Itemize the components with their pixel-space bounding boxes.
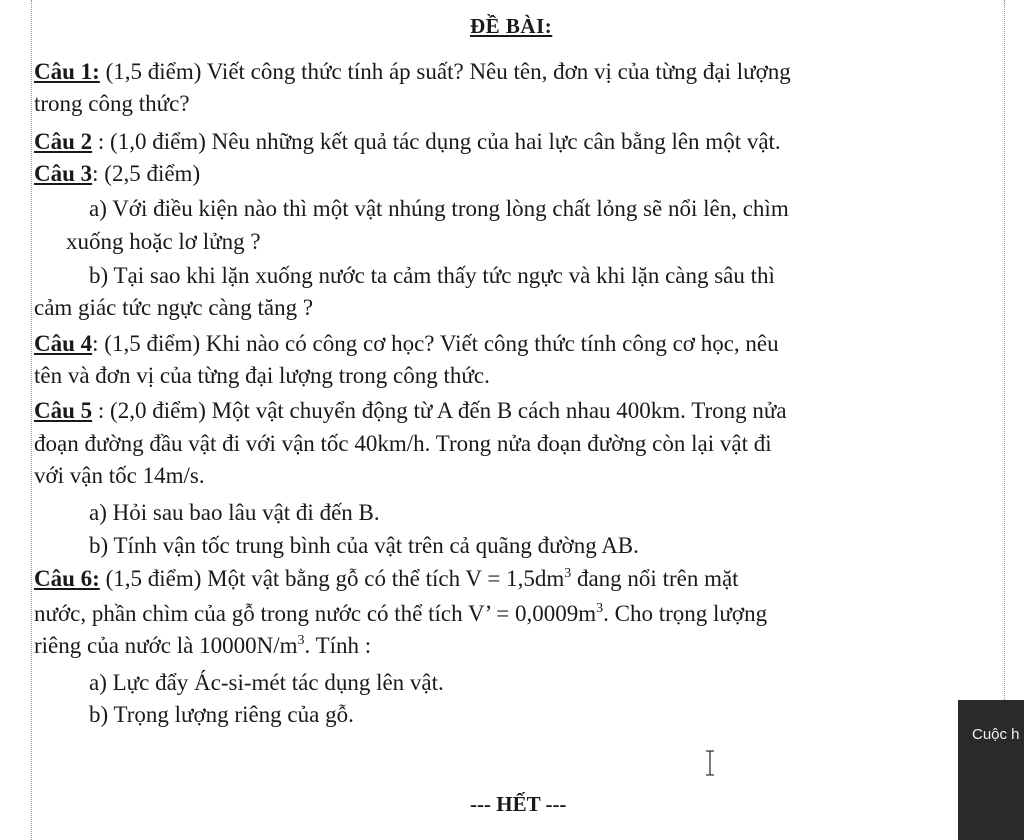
question-5a: a) Hỏi sau bao lâu vật đi đến B.: [89, 500, 380, 525]
question-6-label: Câu 6:: [34, 566, 100, 591]
question-6a: a) Lực đẩy Ác-si-mét tác dụng lên vật.: [89, 670, 444, 695]
call-panel[interactable]: [958, 700, 1024, 840]
question-2-line-1: Câu 2 : (1,0 điểm) Nêu những kết quả tác dụng của hai lực cân bằng lên một vật.: [34, 129, 781, 154]
question-3-label: Câu 3: [34, 161, 93, 186]
question-1-line-1: Câu 1: (1,5 điểm) Viết công thức tính áp suất? Nêu tên, đơn vị của từng đại lượng: [34, 59, 791, 84]
question-3-line-1: Câu 3: (2,5 điểm): [34, 161, 201, 186]
question-4-line-1: Câu 4: (1,5 điểm) Khi nào có công cơ học? Viết công thức tính công cơ học, nêu: [34, 331, 779, 356]
question-5-line-3: với vận tốc 14m/s.: [34, 463, 205, 488]
question-6-line-1: Câu 6: (1,5 điểm) Một vật bằng gỗ có thể tích $V = 1,5dm^3$ đang nổi trên mặt: [34, 566, 739, 591]
question-6-line-2: nước, phần chìm của gỗ trong nước có thể tích V’ = $0,0009m^3$. Cho trọng lượng: [34, 601, 768, 626]
question-6b: b) Trọng lượng riêng của gỗ.: [89, 702, 354, 727]
question-2-label: Câu 2: [34, 129, 93, 154]
text-cursor-icon: [703, 750, 717, 776]
question-6-line-3: riêng của nước là $10000N/m^3$. Tính :: [34, 633, 372, 658]
question-5-label: Câu 5: [34, 398, 93, 423]
question-5-line-2: đoạn đường đầu vật đi với vận tốc 40km/h. Trong nửa đoạn đường còn lại vật đi: [34, 431, 772, 456]
question-3a-line-1: a) Với điều kiện nào thì một vật nhúng trong lòng chất lỏng sẽ nổi lên, chìm: [89, 196, 789, 221]
call-label[interactable]: Cuộc h: [972, 726, 1020, 743]
page-margin-left: [31, 0, 33, 840]
question-3b-line-2: cảm giác tức ngực càng tăng ?: [34, 295, 314, 320]
question-4-line-2: tên và đơn vị của từng đại lượng trong công thức.: [34, 363, 490, 388]
question-1-label: Câu 1:: [34, 59, 100, 84]
page-margin-right: [1004, 0, 1006, 720]
question-4-label: Câu 4: [34, 331, 93, 356]
question-3a-line-2: xuống hoặc lơ lửng ?: [66, 229, 261, 254]
question-1-line-2: trong công thức?: [34, 91, 190, 116]
question-3b-line-1: b) Tại sao khi lặn xuống nước ta cảm thấy tức ngực và khi lặn càng sâu thì: [89, 263, 775, 288]
question-5-line-1: Câu 5 : (2,0 điểm) Một vật chuyển động từ A đến B cách nhau 400km. Trong nửa: [34, 398, 787, 423]
end-marker: --- HẾT ---: [470, 792, 567, 816]
question-5b: b) Tính vận tốc trung bình của vật trên cả quãng đường AB.: [89, 533, 639, 558]
page-title: ĐỀ BÀI:: [470, 14, 553, 38]
